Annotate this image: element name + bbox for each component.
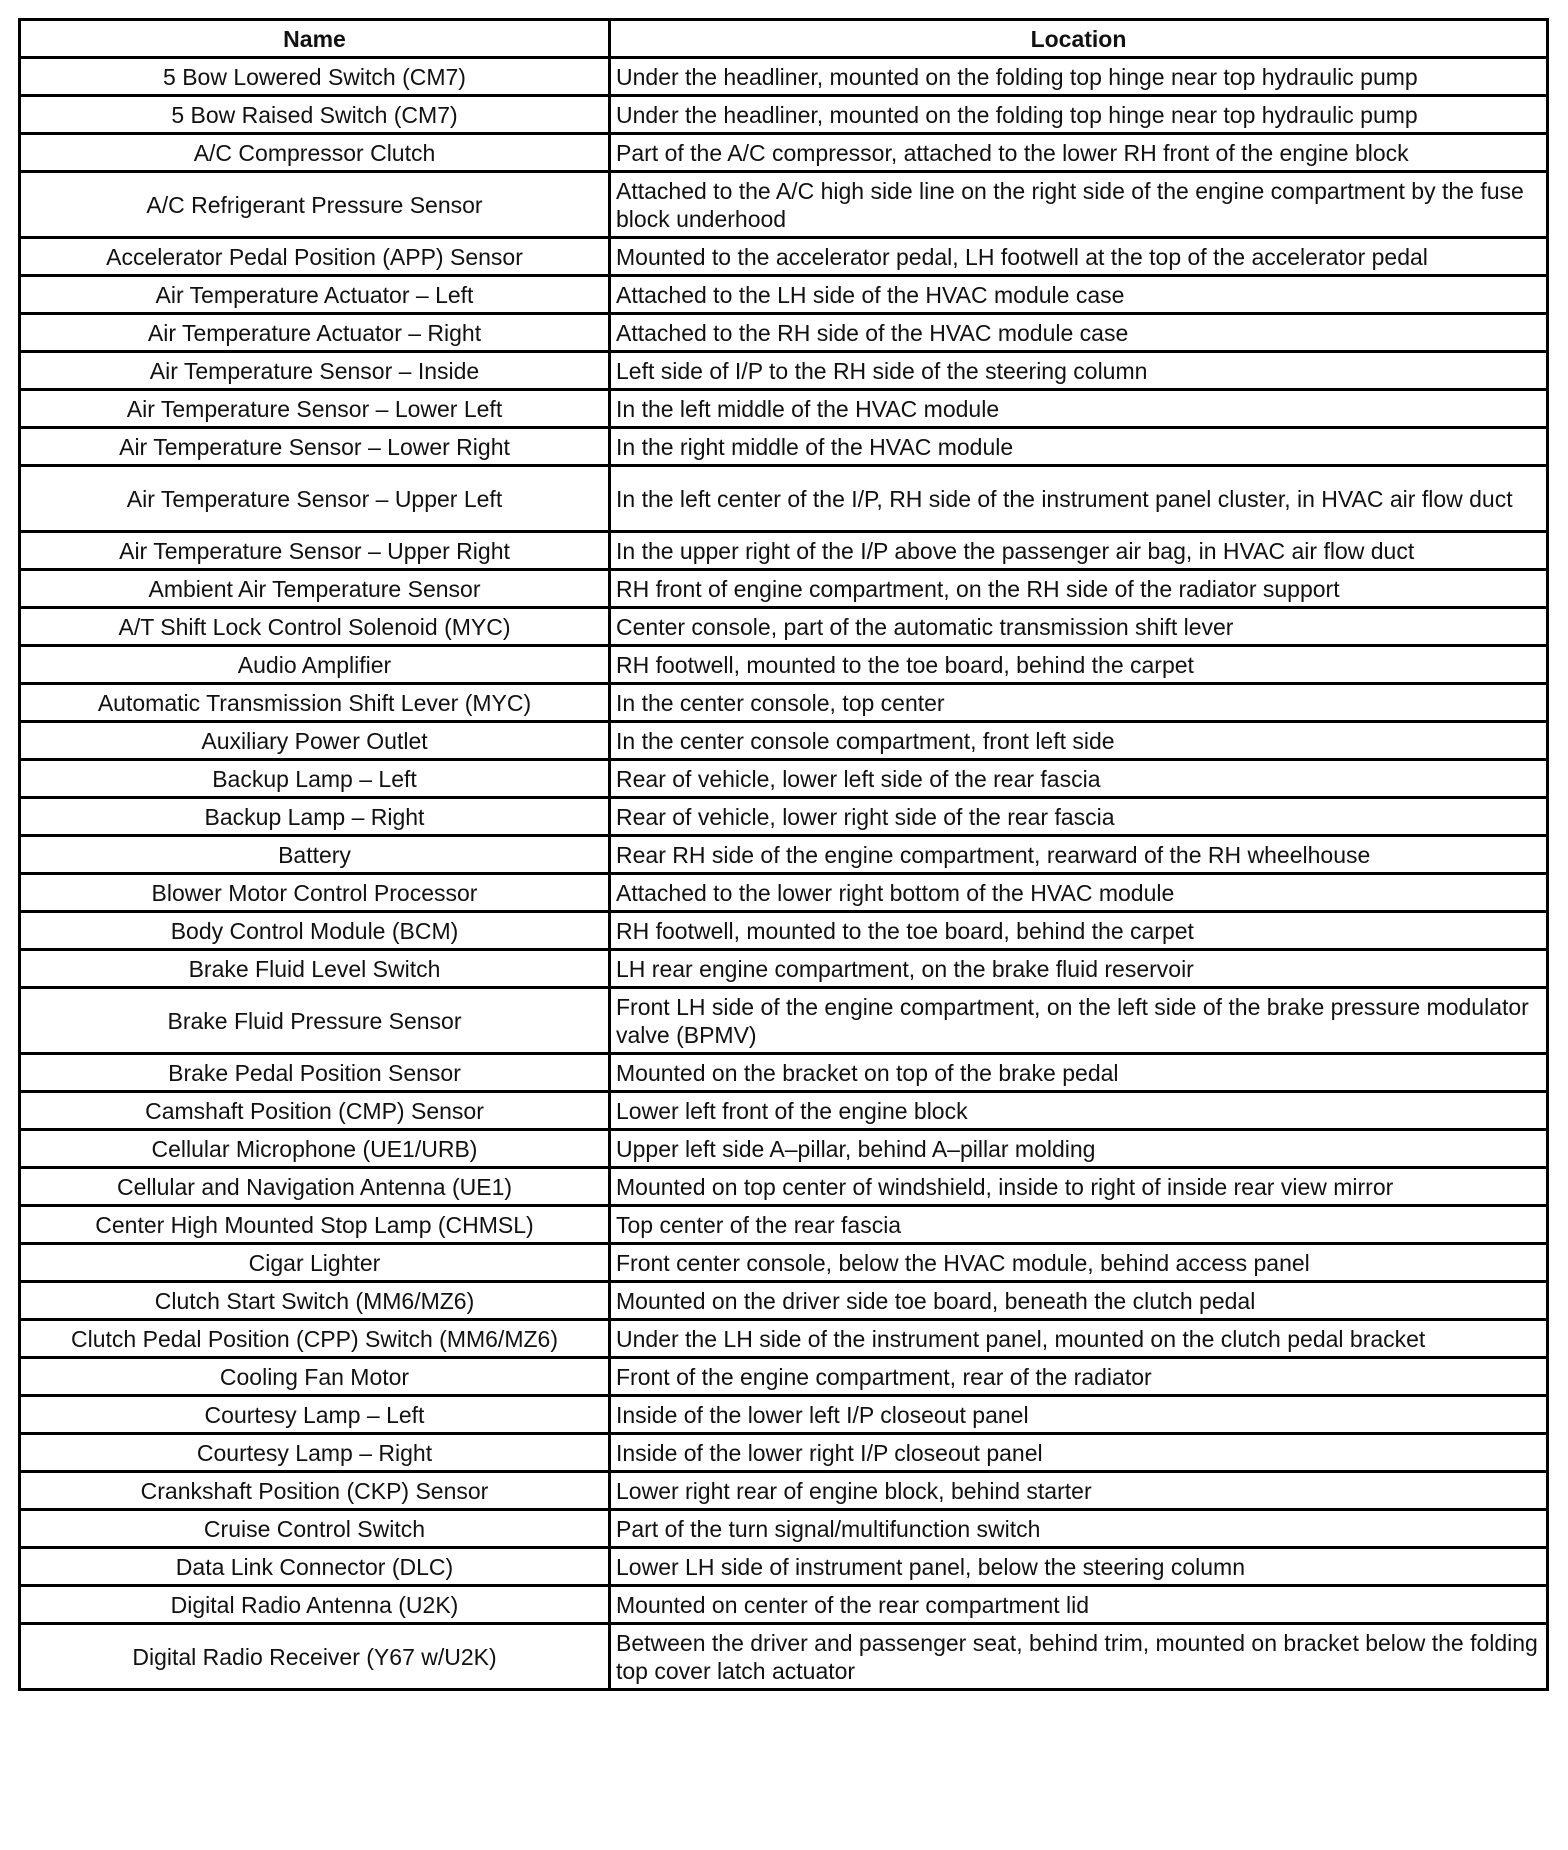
table-row — [20, 1358, 1548, 1396]
table-row — [20, 874, 1548, 912]
component-location-cell: In the upper right of the I/P above the passenger air bag, in HVAC air flow duct — [610, 532, 1548, 570]
component-name-cell: Center High Mounted Stop Lamp (CHMSL) — [20, 1206, 610, 1244]
component-name-cell: Digital Radio Receiver (Y67 w/U2K) — [20, 1624, 610, 1690]
table-row — [20, 276, 1548, 314]
table-body — [20, 58, 1548, 1690]
component-location-cell: Mounted on top center of windshield, inside to right of inside rear view mirror — [610, 1168, 1548, 1206]
component-name-cell: Automatic Transmission Shift Lever (MYC) — [20, 684, 610, 722]
table-row — [20, 58, 1548, 96]
component-location-cell: In the left middle of the HVAC module — [610, 390, 1548, 428]
table-row — [20, 314, 1548, 352]
component-location-cell: Inside of the lower right I/P closeout panel — [610, 1434, 1548, 1472]
component-location-cell: Attached to the lower right bottom of the HVAC module — [610, 874, 1548, 912]
component-location-cell: Part of the A/C compressor, attached to the lower RH front of the engine block — [610, 134, 1548, 172]
component-name-cell: Brake Fluid Pressure Sensor — [20, 988, 610, 1054]
component-location-cell: Attached to the RH side of the HVAC module case — [610, 314, 1548, 352]
component-name-cell: Digital Radio Antenna (U2K) — [20, 1586, 610, 1624]
component-location-cell: Mounted on center of the rear compartment lid — [610, 1586, 1548, 1624]
component-name-cell: Clutch Start Switch (MM6/MZ6) — [20, 1282, 610, 1320]
component-name-cell: Blower Motor Control Processor — [20, 874, 610, 912]
table-row — [20, 1054, 1548, 1092]
component-name-cell: Brake Pedal Position Sensor — [20, 1054, 610, 1092]
table-row — [20, 798, 1548, 836]
component-name-cell: Air Temperature Sensor – Upper Left — [20, 466, 610, 532]
component-name-cell: Data Link Connector (DLC) — [20, 1548, 610, 1586]
table-row — [20, 532, 1548, 570]
table-row — [20, 1624, 1548, 1690]
header-row — [20, 20, 1548, 58]
table-row — [20, 1168, 1548, 1206]
component-location-cell: Inside of the lower left I/P closeout panel — [610, 1396, 1548, 1434]
component-name-cell: Courtesy Lamp – Right — [20, 1434, 610, 1472]
component-location-cell: LH rear engine compartment, on the brake fluid reservoir — [610, 950, 1548, 988]
component-location-cell: Left side of I/P to the RH side of the steering column — [610, 352, 1548, 390]
component-location-cell: Under the headliner, mounted on the folding top hinge near top hydraulic pump — [610, 96, 1548, 134]
table-row — [20, 1282, 1548, 1320]
component-name-cell: Air Temperature Actuator – Right — [20, 314, 610, 352]
component-location-cell: Center console, part of the automatic transmission shift lever — [610, 608, 1548, 646]
component-location-cell: RH front of engine compartment, on the RH side of the radiator support — [610, 570, 1548, 608]
component-location-cell: Attached to the LH side of the HVAC module case — [610, 276, 1548, 314]
table-row — [20, 428, 1548, 466]
component-name-cell: Cellular and Navigation Antenna (UE1) — [20, 1168, 610, 1206]
table-row — [20, 1396, 1548, 1434]
table-header — [20, 20, 1548, 58]
component-location-cell: In the left center of the I/P, RH side of the instrument panel cluster, in HVAC air flow duct — [610, 466, 1548, 532]
component-location-cell: Between the driver and passenger seat, behind trim, mounted on bracket below the folding top cover latch actuator — [610, 1624, 1548, 1690]
component-name-cell: Accelerator Pedal Position (APP) Sensor — [20, 238, 610, 276]
component-location-cell: Lower right rear of engine block, behind starter — [610, 1472, 1548, 1510]
table-row — [20, 238, 1548, 276]
component-name-cell: Body Control Module (BCM) — [20, 912, 610, 950]
table-row — [20, 836, 1548, 874]
component-location-cell: Top center of the rear fascia — [610, 1206, 1548, 1244]
component-location-cell: Attached to the A/C high side line on the right side of the engine compartment by the fuse block underhood — [610, 172, 1548, 238]
table-row — [20, 646, 1548, 684]
table-row — [20, 1320, 1548, 1358]
component-name-cell: Backup Lamp – Left — [20, 760, 610, 798]
component-location-cell: Lower LH side of instrument panel, below the steering column — [610, 1548, 1548, 1586]
component-name-cell: A/T Shift Lock Control Solenoid (MYC) — [20, 608, 610, 646]
component-name-cell: A/C Refrigerant Pressure Sensor — [20, 172, 610, 238]
table-row — [20, 1092, 1548, 1130]
table-row — [20, 96, 1548, 134]
table-row — [20, 760, 1548, 798]
component-name-cell: Crankshaft Position (CKP) Sensor — [20, 1472, 610, 1510]
component-location-cell: Part of the turn signal/multifunction switch — [610, 1510, 1548, 1548]
table-row — [20, 912, 1548, 950]
component-location-cell: Mounted on the bracket on top of the brake pedal — [610, 1054, 1548, 1092]
component-name-cell: Cooling Fan Motor — [20, 1358, 610, 1396]
component-location-cell: Front center console, below the HVAC module, behind access panel — [610, 1244, 1548, 1282]
component-location-cell: Lower left front of the engine block — [610, 1092, 1548, 1130]
table-row — [20, 466, 1548, 532]
table-row — [20, 1586, 1548, 1624]
component-location-cell: Front of the engine compartment, rear of the radiator — [610, 1358, 1548, 1396]
table-row — [20, 1206, 1548, 1244]
component-name-cell: Air Temperature Sensor – Upper Right — [20, 532, 610, 570]
table-row — [20, 608, 1548, 646]
component-location-cell: Under the LH side of the instrument panel, mounted on the clutch pedal bracket — [610, 1320, 1548, 1358]
component-location-cell: Front LH side of the engine compartment, on the left side of the brake pressure modulator valve (BPMV) — [610, 988, 1548, 1054]
component-name-cell: Air Temperature Actuator – Left — [20, 276, 610, 314]
component-location-cell: Mounted on the driver side toe board, beneath the clutch pedal — [610, 1282, 1548, 1320]
table-row — [20, 684, 1548, 722]
component-location-cell: Rear RH side of the engine compartment, rearward of the RH wheelhouse — [610, 836, 1548, 874]
table-row — [20, 988, 1548, 1054]
table-row — [20, 1510, 1548, 1548]
component-location-table — [18, 18, 1549, 1691]
table-row — [20, 134, 1548, 172]
table-row — [20, 1434, 1548, 1472]
component-location-table-container — [18, 18, 1546, 1691]
component-location-cell: In the right middle of the HVAC module — [610, 428, 1548, 466]
component-location-cell: In the center console compartment, front left side — [610, 722, 1548, 760]
table-row — [20, 390, 1548, 428]
component-name-cell: 5 Bow Raised Switch (CM7) — [20, 96, 610, 134]
component-location-cell: Mounted to the accelerator pedal, LH footwell at the top of the accelerator pedal — [610, 238, 1548, 276]
component-name-cell: Courtesy Lamp – Left — [20, 1396, 610, 1434]
table-row — [20, 1472, 1548, 1510]
table-row — [20, 1244, 1548, 1282]
component-name-cell: Auxiliary Power Outlet — [20, 722, 610, 760]
component-name-cell: 5 Bow Lowered Switch (CM7) — [20, 58, 610, 96]
component-name-cell: Brake Fluid Level Switch — [20, 950, 610, 988]
component-name-cell: Backup Lamp – Right — [20, 798, 610, 836]
component-location-cell: In the center console, top center — [610, 684, 1548, 722]
component-name-cell: Audio Amplifier — [20, 646, 610, 684]
table-row — [20, 950, 1548, 988]
component-location-cell: Under the headliner, mounted on the folding top hinge near top hydraulic pump — [610, 58, 1548, 96]
component-name-cell: Air Temperature Sensor – Lower Left — [20, 390, 610, 428]
component-name-cell: Battery — [20, 836, 610, 874]
component-name-cell: A/C Compressor Clutch — [20, 134, 610, 172]
component-name-cell: Air Temperature Sensor – Inside — [20, 352, 610, 390]
component-location-cell: Upper left side A–pillar, behind A–pillar molding — [610, 1130, 1548, 1168]
component-name-cell: Air Temperature Sensor – Lower Right — [20, 428, 610, 466]
component-location-cell: Rear of vehicle, lower left side of the rear fascia — [610, 760, 1548, 798]
component-name-cell: Ambient Air Temperature Sensor — [20, 570, 610, 608]
component-name-cell: Clutch Pedal Position (CPP) Switch (MM6/MZ6) — [20, 1320, 610, 1358]
component-name-cell: Cellular Microphone (UE1/URB) — [20, 1130, 610, 1168]
component-name-cell: Camshaft Position (CMP) Sensor — [20, 1092, 610, 1130]
component-name-cell: Cruise Control Switch — [20, 1510, 610, 1548]
table-row — [20, 1548, 1548, 1586]
component-location-cell: Rear of vehicle, lower right side of the rear fascia — [610, 798, 1548, 836]
table-row — [20, 172, 1548, 238]
table-row — [20, 1130, 1548, 1168]
component-location-cell: RH footwell, mounted to the toe board, behind the carpet — [610, 646, 1548, 684]
column-header-location: Location — [610, 20, 1548, 58]
table-row — [20, 352, 1548, 390]
table-row — [20, 722, 1548, 760]
component-name-cell: Cigar Lighter — [20, 1244, 610, 1282]
component-location-cell: RH footwell, mounted to the toe board, behind the carpet — [610, 912, 1548, 950]
table-row — [20, 570, 1548, 608]
column-header-name: Name — [20, 20, 610, 58]
